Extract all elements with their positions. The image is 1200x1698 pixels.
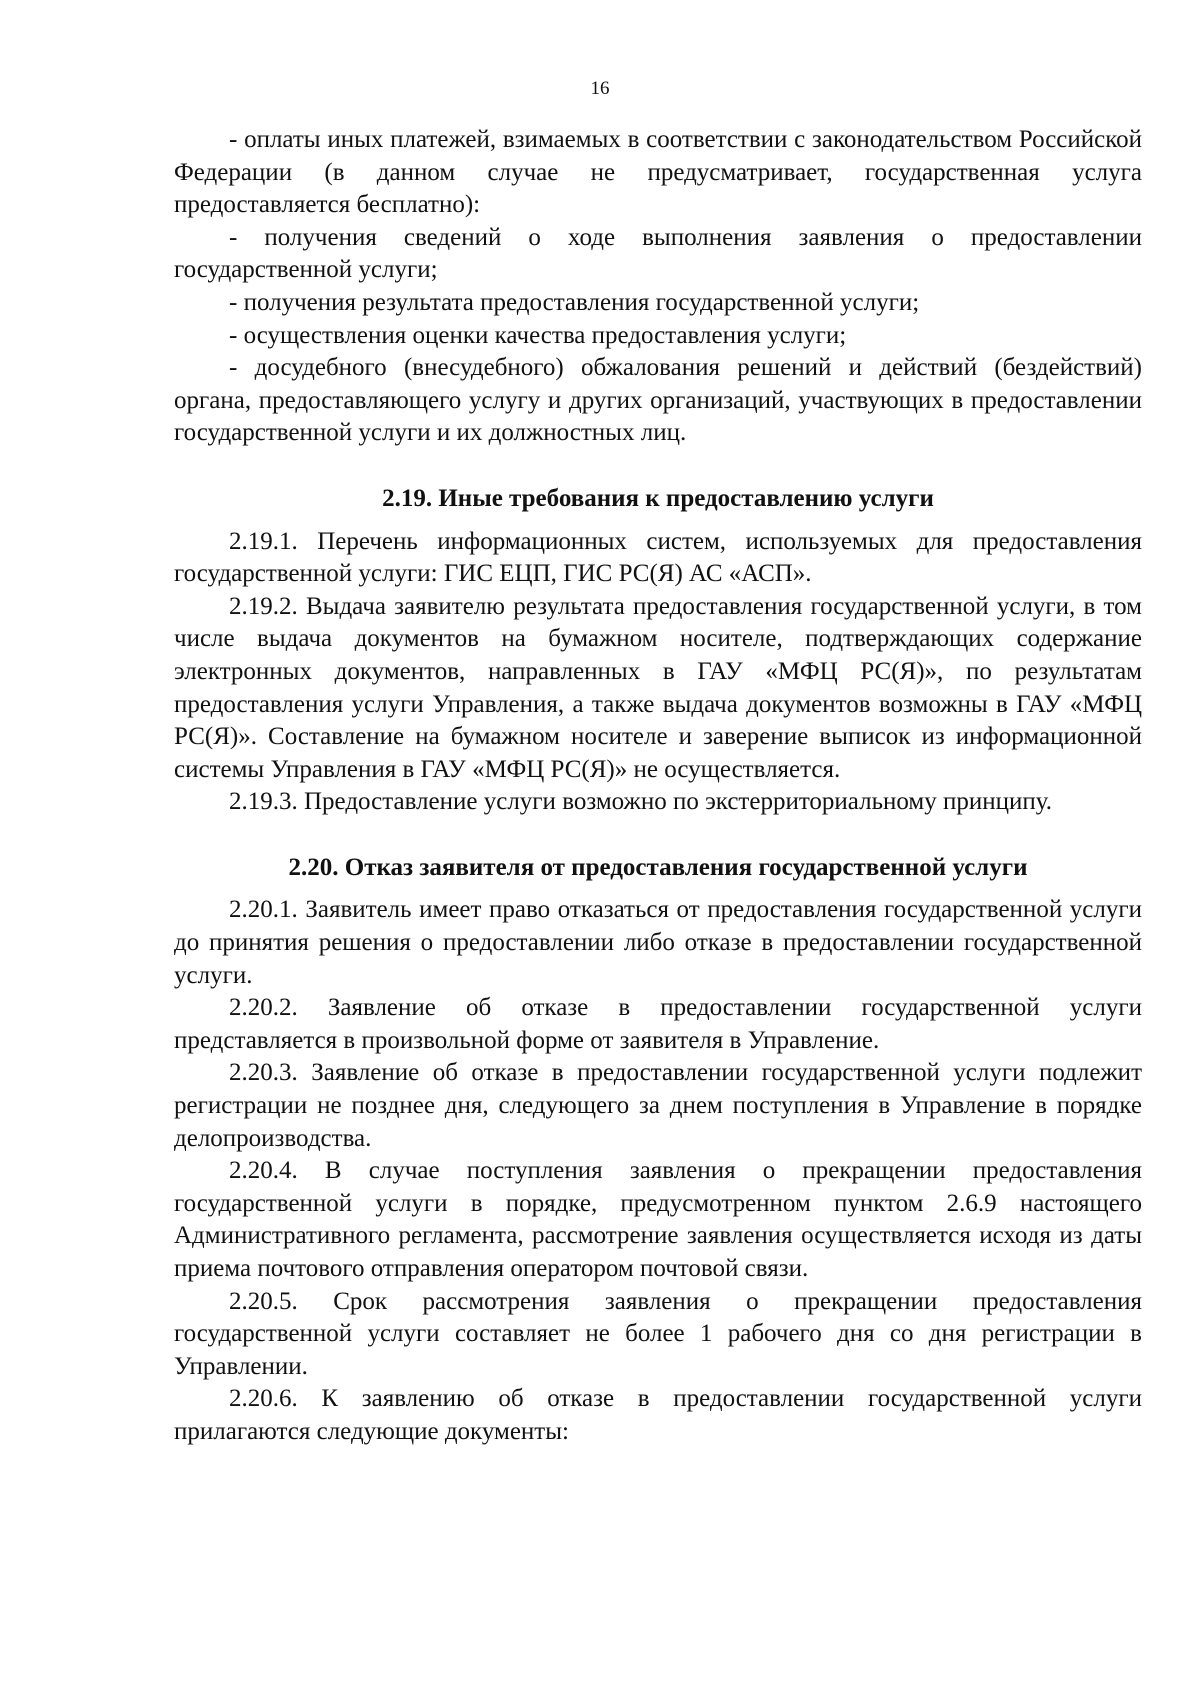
paragraph-2-20-3: 2.20.3. Заявление об отказе в предоставлении государственной услуги подлежит регистрации не позднее дня, следующего за днем поступления в Управление в порядке делопроизводства.	[174, 1059, 1142, 1152]
paragraph-2-20-2: 2.20.2. Заявление об отказе в предоставлении государственной услуги представляется в произвольной форме от заявителя в Управление.	[174, 994, 1142, 1054]
paragraph-2-20-1: 2.20.1. Заявитель имеет право отказаться от предоставления государственной услуги до принятия решения о предоставлении либо отказе в предоставлении государственной услуги.	[174, 896, 1142, 989]
paragraph-2-19-2: 2.19.2. Выдача заявителю результата предоставления государственной услуги, в том числе выдача документов на бумажном носителе, подтверждающих содержание электронных документов, направленных в ГАУ «МФЦ РС(Я)», по результатам предоставления услуги Управления, а также выдача документов возможны в ГАУ «МФЦ РС(Я)». Составление на бумажном носителе и заверение выписок из информационной системы Управления в ГАУ «МФЦ РС(Я)» не осуществляется.	[174, 592, 1142, 783]
section-heading-2-19: 2.19. Иные требования к предоставлению услуги	[382, 484, 934, 512]
page-number: 16	[590, 78, 610, 99]
paragraph-2-19-3: 2.19.3. Предоставление услуги возможно по экстерриториальному принципу.	[229, 788, 1052, 816]
paragraph-2-20-6: 2.20.6. К заявлению об отказе в предоставлении государственной услуги прилагаются следующие документы:	[174, 1385, 1142, 1445]
paragraph-2-20-4: 2.20.4. В случае поступления заявления о прекращении предоставления государственной услуги в порядке, предусмотренном пунктом 2.6.9 настоящего Административного регламента, рассмотрение заявления осуществляется исходя из даты приема почтового отправления оператором почтовой связи.	[174, 1157, 1142, 1282]
section-heading-2-20: 2.20. Отказ заявителя от предоставления государственной услуги	[288, 853, 1028, 881]
paragraph-2-20-5: 2.20.5. Срок рассмотрения заявления о прекращении предоставления государственной услуги составляет не более 1 рабочего дня со дня регистрации в Управлении.	[174, 1287, 1142, 1380]
paragraph-2-19-1: 2.19.1. Перечень информационных систем, используемых для предоставления государственной услуги: ГИС ЕЦП, ГИС РС(Я) АС «АСП».	[174, 527, 1142, 588]
list-item: - досудебного (внесудебного) обжалования решений и действий (бездействий) органа, предоставляющего услугу и других организаций, участвующих в предоставлении государственной услуги и их должностных лиц.	[174, 354, 1142, 447]
list-item: - получения сведений о ходе выполнения заявления о предоставлении государственной услуги;	[174, 223, 1142, 284]
list-item: - осуществления оценки качества предоставления услуги;	[229, 321, 847, 349]
document-body	[174, 124, 1142, 1449]
list-item: - оплаты иных платежей, взимаемых в соответствии с законодательством Российской Федерации (в данном случае не предусматривает, государственная услуга предоставляется бесплатно):	[174, 126, 1142, 219]
list-item: - получения результата предоставления государственной услуги;	[229, 288, 920, 316]
